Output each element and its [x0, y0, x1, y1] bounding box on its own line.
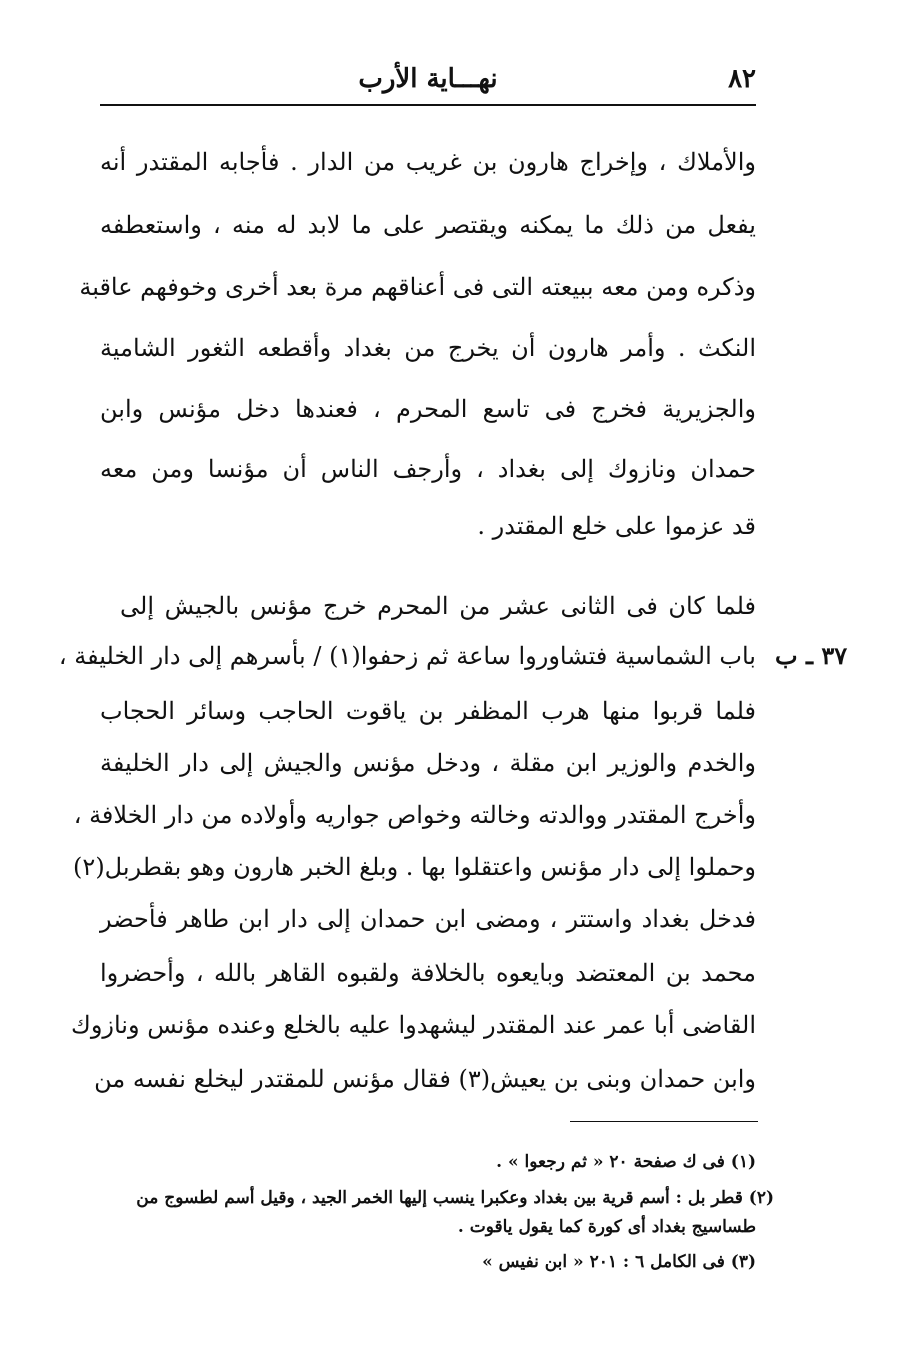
text-line: فدخل بغداد واستتر ، ومضى ابن حمدان إلى دار ابن طاهر فأحضر: [100, 905, 756, 933]
text-line: فلما كان فى الثانى عشر من المحرم خرج مؤنس بالجيش إلى: [120, 592, 756, 620]
text-line: القاضى أبا عمر عند المقتدر ليشهدوا عليه بالخلع وعنده مؤنس ونازوك: [71, 1011, 756, 1039]
text-line: وأخرج المقتدر ووالدته وخالته وخواص جواريه وأولاده من دار الخلافة ،: [73, 801, 756, 829]
footnote: (١) فى ك صفحة ٢٠ « ثم رجعوا » .: [496, 1152, 756, 1172]
text-line: حمدان ونازوك إلى بغداد ، وأرجف الناس أن مؤنسا ومن معه: [100, 455, 756, 483]
footnote: طساسيج بغداد أى كورة كما يقول ياقوت .: [457, 1217, 756, 1237]
folio-margin-note: ٣٧ ـ ب: [775, 641, 848, 670]
text-line: محمد بن المعتضد وبايعوه بالخلافة ولقبوه القاهر بالله ، وأحضروا: [100, 959, 756, 987]
text-line: قد عزموا على خلع المقتدر .: [477, 512, 756, 540]
header-rule: [100, 104, 756, 106]
text-line: فلما قربوا منها هرب المظفر بن ياقوت الحاجب وسائر الحجاب: [100, 697, 756, 725]
text-line: والخدم والوزير ابن مقلة ، ودخل مؤنس والجيش إلى دار الخليفة: [100, 749, 756, 777]
text-line: يفعل من ذلك ما يمكنه ويقتصر على ما لابد له منه ، واستعطفه: [100, 211, 756, 239]
footnote: (٢) قطر بل : أسم قرية بين بغداد وعكبرا ينسب إليها الخمر الجيد ، وقيل أسم لطسوج من: [136, 1188, 774, 1208]
running-title: نهـــاية الأرب: [358, 64, 498, 94]
text-line: النكث . وأمر هارون أن يخرج من بغداد وأقطعه الثغور الشامية: [100, 334, 756, 362]
text-line: والجزيرية فخرج فى تاسع المحرم ، فعندها دخل مؤنس وابن: [100, 395, 756, 423]
text-line: وابن حمدان وبنى بن يعيش(٣) فقال مؤنس للمقتدر ليخلع نفسه من: [94, 1065, 756, 1093]
page-header: [100, 62, 756, 102]
footnote-rule: [570, 1121, 758, 1122]
text-line: والأملاك ، وإخراج هارون بن غريب من الدار . فأجابه المقتدر أنه: [100, 148, 756, 176]
text-line: باب الشماسية فتشاوروا ساعة ثم زحفوا(١) / بأسرهم إلى دار الخليفة ،: [58, 642, 756, 670]
footnote: (٣) فى الكامل ٦ : ٢٠١ « ابن نفيس »: [482, 1252, 756, 1272]
text-line: وذكره ومن معه ببيعته التى فى أعناقهم مرة بعد أخرى وخوفهم عاقبة: [79, 273, 756, 301]
text-line: وحملوا إلى دار مؤنس واعتقلوا بها . وبلغ الخبر هارون وهو بقطربل(٢): [73, 853, 756, 881]
page-number: ٨٢: [728, 64, 756, 94]
